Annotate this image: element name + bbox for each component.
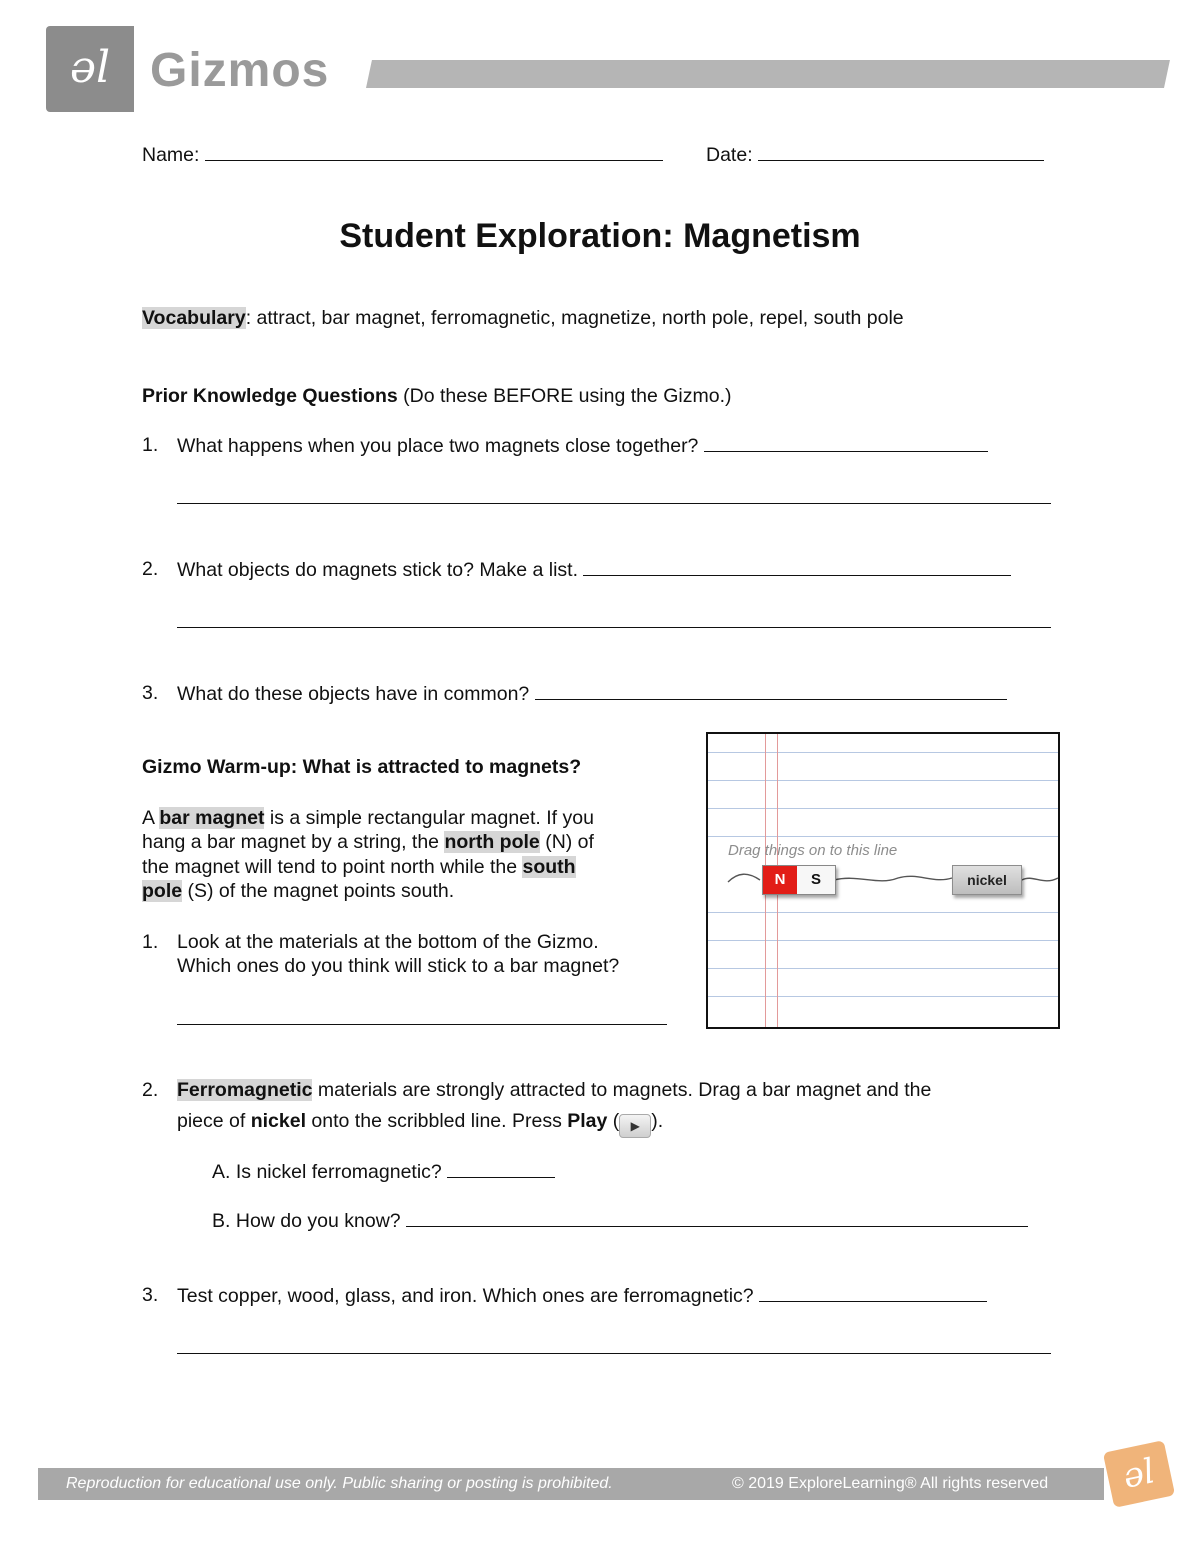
name-blank[interactable]: [205, 142, 663, 161]
date-label: Date:: [706, 144, 753, 166]
question-text: ).: [651, 1110, 664, 1132]
term-north-pole: north pole: [444, 831, 540, 853]
sub-label: B.: [212, 1210, 231, 1232]
question-text: materials are strongly attracted to magnets. Drag a bar magnet and the: [312, 1079, 932, 1101]
warmup-intro-line-1: [142, 806, 594, 830]
term-south: south: [522, 856, 576, 878]
footer-logo-icon: əl: [1103, 1440, 1175, 1508]
ruled-line: [708, 780, 1058, 781]
prior-question-1: [142, 433, 158, 457]
question-number: 3.: [142, 682, 159, 704]
intro-text: the magnet will tend to point north while the: [142, 856, 523, 878]
play-icon: ▶: [619, 1114, 651, 1138]
warmup-heading: Gizmo Warm-up: What is attracted to magnets?: [142, 756, 582, 778]
name-field[interactable]: [142, 142, 663, 167]
intro-text: A: [142, 807, 160, 829]
intro-text: (S) of the magnet points south.: [182, 880, 455, 902]
ruled-line: [708, 996, 1058, 997]
answer-line[interactable]: [177, 1353, 1051, 1354]
prior-knowledge-title: Prior Knowledge Questions: [142, 385, 398, 407]
footer-copyright: © 2019 ExploreLearning® All rights reserved: [732, 1475, 1049, 1492]
question-text: What objects do magnets stick to? Make a list.: [177, 559, 579, 581]
ruled-line: [708, 912, 1058, 913]
prior-knowledge-heading: [142, 384, 732, 408]
prior-question-2: [142, 557, 158, 581]
term-nickel: nickel: [250, 1110, 307, 1132]
warmup-question-1-number: 1.: [142, 931, 159, 953]
warmup-question-2-number: 2.: [142, 1079, 159, 1101]
vocabulary-terms: : attract, bar magnet, ferromagnetic, magnetize, north pole, repel, south pole: [245, 307, 904, 329]
ruled-line: [708, 752, 1058, 753]
answer-line[interactable]: [177, 503, 1051, 504]
ruled-line: [708, 940, 1058, 941]
header-bar: [366, 60, 1170, 88]
footer-notice: Reproduction for educational use only. Public sharing or posting is prohibited.: [66, 1475, 613, 1492]
drag-hint: Drag things on to this line: [728, 842, 898, 859]
magnet-north-pole: N: [763, 866, 797, 894]
term-ferromagnetic: Ferromagnetic: [177, 1079, 313, 1101]
warmup-question-2-line-1: [177, 1078, 931, 1102]
intro-text: hang a bar magnet by a string, the: [142, 831, 445, 853]
nickel-block[interactable]: nickel: [952, 865, 1022, 895]
question-text: (: [607, 1110, 620, 1132]
prior-question-2-text: [177, 557, 1011, 582]
ruled-line: [708, 808, 1058, 809]
ruled-line: [708, 968, 1058, 969]
ruled-line: [708, 836, 1058, 837]
answer-blank[interactable]: [406, 1208, 1028, 1227]
warmup-question-3-text: [177, 1283, 987, 1308]
question-text: What happens when you place two magnets close together?: [177, 435, 699, 457]
question-number: 1.: [142, 434, 159, 456]
gizmos-logo: [46, 26, 134, 112]
vocabulary-label: Vocabulary: [142, 307, 246, 329]
answer-line[interactable]: [177, 627, 1051, 628]
bar-magnet[interactable]: [762, 865, 836, 895]
answer-blank[interactable]: [447, 1159, 555, 1178]
question-text: piece of: [177, 1110, 251, 1132]
prior-knowledge-note: (Do these BEFORE using the Gizmo.): [397, 385, 732, 407]
page-title: Student Exploration: Magnetism: [339, 217, 861, 255]
brand-name: Gizmos: [150, 44, 330, 97]
warmup-question-3-number: 3.: [142, 1284, 159, 1306]
warmup-intro-line-3: [142, 855, 576, 879]
vocabulary-line: [142, 306, 904, 330]
prior-question-1-text: [177, 433, 988, 458]
sub-label: A.: [212, 1161, 231, 1183]
sub-question-b: [212, 1208, 1028, 1233]
magnet-south-pole: S: [797, 866, 835, 894]
sub-text: Is nickel ferromagnetic?: [235, 1161, 442, 1183]
warmup-intro-line-2: [142, 830, 594, 854]
term-bar-magnet: bar magnet: [159, 807, 265, 829]
sub-question-a: [212, 1159, 555, 1184]
name-label: Name:: [142, 144, 200, 166]
sub-text: How do you know?: [235, 1210, 401, 1232]
warmup-question-2-line-2: [177, 1109, 663, 1138]
warmup-intro-line-4: [142, 879, 454, 903]
prior-question-3: [142, 681, 158, 705]
explorelearning-logo-icon: əl: [69, 42, 111, 93]
date-blank[interactable]: [758, 142, 1044, 161]
question-number: 2.: [142, 558, 159, 580]
answer-blank[interactable]: [583, 557, 1011, 576]
question-text: What do these objects have in common?: [177, 683, 530, 705]
gizmo-screenshot: [706, 732, 1060, 1029]
play-label: Play: [567, 1110, 608, 1132]
date-field[interactable]: [706, 142, 1044, 167]
intro-text: is a simple rectangular magnet. If you: [264, 807, 594, 829]
warmup-question-1-line-1: Look at the materials at the bottom of the Gizmo.: [177, 931, 599, 953]
warmup-question-1-line-2: Which ones do you think will stick to a bar magnet?: [177, 955, 620, 977]
prior-question-3-text: [177, 681, 1007, 706]
answer-line[interactable]: [177, 1024, 667, 1025]
question-text: onto the scribbled line. Press: [306, 1110, 568, 1132]
answer-blank[interactable]: [759, 1283, 987, 1302]
answer-blank[interactable]: [535, 681, 1007, 700]
question-text: Test copper, wood, glass, and iron. Which ones are ferromagnetic?: [177, 1285, 754, 1307]
term-pole: pole: [142, 880, 183, 902]
answer-blank[interactable]: [704, 433, 988, 452]
intro-text: (N) of: [539, 831, 594, 853]
